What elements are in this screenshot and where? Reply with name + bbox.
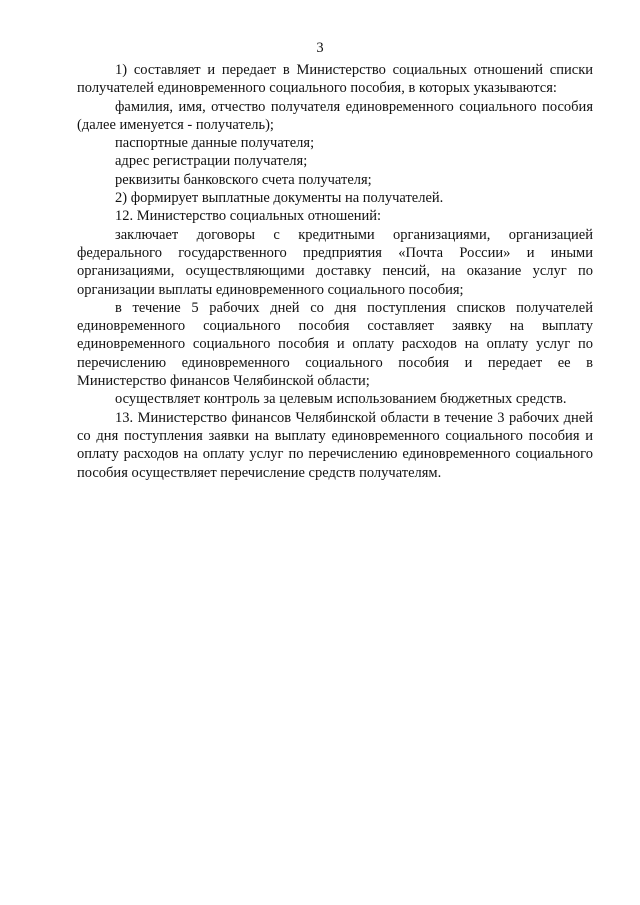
paragraph-6: 2) формирует выплатные документы на получателей. — [115, 190, 444, 207]
paragraph-7: 12. Министерство социальных отношений: — [115, 208, 382, 225]
paragraph-3: паспортные данные получателя; — [115, 135, 315, 152]
paragraph-5: реквизиты банковского счета получателя; — [115, 171, 372, 188]
paragraph-10: осуществляет контроль за целевым использованием бюджетных средств. — [115, 391, 567, 408]
paragraph-9: в течение 5 рабочих дней со дня поступления списков получателей единовременного социального пособия составляет заявку на выплату единовременного социального пособия и оплату расходов на оплату услуг по перечислению единовременного социального пособия и передает ее в Министерство финансов Челябинской области; — [77, 299, 593, 390]
paragraph-4: адрес регистрации получателя; — [115, 153, 308, 170]
page-number: 3 — [316, 40, 324, 56]
paragraph-11: 13. Министерство финансов Челябинской области в течение 3 рабочих дней со дня поступления заявки на выплату единовременного социального пособия и оплату расходов на оплату услуг по перечислению единовременного социального пособия осуществляет перечисление средств получателям. — [77, 409, 593, 481]
paragraph-1: 1) составляет и передает в Министерство социальных отношений списки получателей единовременного социального пособия, в которых указываются: — [77, 62, 593, 97]
paragraph-2: фамилия, имя, отчество получателя единовременного социального пособия (далее именуется - получатель); — [77, 98, 593, 133]
paragraph-8: заключает договоры с кредитными организациями, организацией федерального государственного предприятия «Почта России» и иными организациями, осуществляющими доставку пенсий, на оказание услуг по организации выплаты единовременного социального пособия; — [77, 226, 593, 298]
document-body — [77, 61, 593, 482]
